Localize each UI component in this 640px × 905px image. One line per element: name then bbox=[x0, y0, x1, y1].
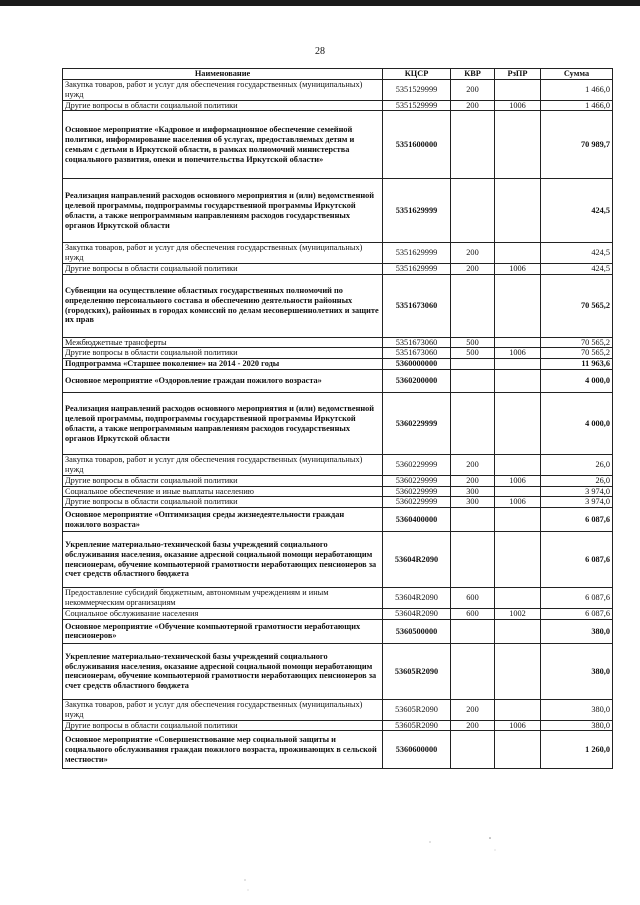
name-cell: Основное мероприятие «Обучение компьютерной грамотности неработающих пенсионеров» bbox=[63, 619, 383, 643]
sum-cell: 3 974,0 bbox=[541, 497, 613, 508]
name-cell: Закупка товаров, работ и услуг для обеспечения государственных (муниципальных) нужд bbox=[63, 243, 383, 264]
kvr-cell bbox=[451, 359, 495, 370]
table-row bbox=[63, 274, 613, 337]
kvr-cell: 200 bbox=[451, 455, 495, 476]
kcsr-cell: 5351529999 bbox=[383, 100, 451, 111]
rzpr-cell bbox=[495, 643, 541, 699]
kvr-cell bbox=[451, 179, 495, 243]
name-cell: Основное мероприятие «Совершенствование мер социальной защиты и социального обслуживания граждан пожилого возраста, проживающих в сельской местности» bbox=[63, 731, 383, 769]
sum-cell: 3 974,0 bbox=[541, 486, 613, 497]
sum-cell: 70 989,7 bbox=[541, 111, 613, 179]
name-cell: Основное мероприятие «Оптимизация среды жизнедеятельности граждан пожилого возраста» bbox=[63, 508, 383, 532]
table-row bbox=[63, 609, 613, 620]
kcsr-cell: 5360200000 bbox=[383, 370, 451, 393]
name-cell: Укрепление материально-технической базы учреждений социального обслуживания населения, оказание адресной социальной помощи неработающим пенсионерам, обучение компьютерной грамотности неработающих пенсионеров за счет средств областного бюджета bbox=[63, 643, 383, 699]
kcsr-cell: 5351673060 bbox=[383, 337, 451, 348]
name-cell: Другие вопросы в области социальной политики bbox=[63, 497, 383, 508]
kcsr-cell: 53605R2090 bbox=[383, 699, 451, 720]
rzpr-cell bbox=[495, 532, 541, 588]
sum-cell: 4 000,0 bbox=[541, 393, 613, 455]
rzpr-cell: 1006 bbox=[495, 263, 541, 274]
kcsr-cell: 53604R2090 bbox=[383, 609, 451, 620]
rzpr-cell: 1006 bbox=[495, 497, 541, 508]
table-row bbox=[63, 337, 613, 348]
name-cell: Межбюджетные трансферты bbox=[63, 337, 383, 348]
rzpr-cell bbox=[495, 243, 541, 264]
table-header-row bbox=[63, 69, 613, 80]
rzpr-cell bbox=[495, 370, 541, 393]
name-cell: Другие вопросы в области социальной политики bbox=[63, 100, 383, 111]
name-cell: Подпрограмма «Старшее поколение» на 2014 - 2020 годы bbox=[63, 359, 383, 370]
kcsr-cell: 5360229999 bbox=[383, 455, 451, 476]
table-row bbox=[63, 532, 613, 588]
name-cell: Другие вопросы в области социальной политики bbox=[63, 263, 383, 274]
scan-noise-specks bbox=[0, 820, 640, 900]
table-row bbox=[63, 455, 613, 476]
rzpr-cell: 1006 bbox=[495, 100, 541, 111]
rzpr-cell bbox=[495, 731, 541, 769]
name-cell: Реализация направлений расходов основного мероприятия и (или) ведомственной целевой программы, подпрограммы государственной программы Иркутской области, а также непрограммным направлениям расходов государственных органов Иркутской области bbox=[63, 393, 383, 455]
kvr-cell: 200 bbox=[451, 243, 495, 264]
sum-cell: 26,0 bbox=[541, 475, 613, 486]
rzpr-cell bbox=[495, 179, 541, 243]
sum-cell: 11 963,6 bbox=[541, 359, 613, 370]
kvr-cell: 500 bbox=[451, 348, 495, 359]
kvr-cell: 300 bbox=[451, 486, 495, 497]
rzpr-cell bbox=[495, 508, 541, 532]
table-row bbox=[63, 348, 613, 359]
sum-cell: 70 565,2 bbox=[541, 337, 613, 348]
table-row bbox=[63, 475, 613, 486]
table-row bbox=[63, 588, 613, 609]
sum-cell: 70 565,2 bbox=[541, 274, 613, 337]
kvr-cell: 200 bbox=[451, 263, 495, 274]
kvr-cell bbox=[451, 111, 495, 179]
sum-cell: 380,0 bbox=[541, 720, 613, 731]
kcsr-cell: 5351629999 bbox=[383, 263, 451, 274]
kcsr-cell: 5351629999 bbox=[383, 243, 451, 264]
name-cell: Другие вопросы в области социальной политики bbox=[63, 475, 383, 486]
name-cell: Закупка товаров, работ и услуг для обеспечения государственных (муниципальных) нужд bbox=[63, 699, 383, 720]
sum-cell: 6 087,6 bbox=[541, 588, 613, 609]
name-cell: Основное мероприятие «Оздоровление граждан пожилого возраста» bbox=[63, 370, 383, 393]
table-row bbox=[63, 100, 613, 111]
table-row bbox=[63, 731, 613, 769]
kvr-cell: 300 bbox=[451, 497, 495, 508]
rzpr-cell bbox=[495, 486, 541, 497]
name-cell: Основное мероприятие «Кадровое и информационное обеспечение семейной политики, информирование населения об услугах, предоставляемых детям и семьям с детьми в Иркутской области, в рамках полномочий министерства социального развития, опеки и попечительства Иркутской области» bbox=[63, 111, 383, 179]
kcsr-cell: 53604R2090 bbox=[383, 588, 451, 609]
sum-cell: 4 000,0 bbox=[541, 370, 613, 393]
kcsr-cell: 53605R2090 bbox=[383, 643, 451, 699]
kcsr-cell: 53604R2090 bbox=[383, 532, 451, 588]
table-row bbox=[63, 720, 613, 731]
kvr-cell: 600 bbox=[451, 609, 495, 620]
rzpr-cell: 1006 bbox=[495, 720, 541, 731]
sum-cell: 1 260,0 bbox=[541, 731, 613, 769]
budget-table bbox=[62, 68, 613, 769]
kcsr-cell: 5360600000 bbox=[383, 731, 451, 769]
table-row bbox=[63, 370, 613, 393]
kcsr-cell: 5360400000 bbox=[383, 508, 451, 532]
rzpr-cell bbox=[495, 111, 541, 179]
sum-cell: 6 087,6 bbox=[541, 508, 613, 532]
kvr-cell bbox=[451, 508, 495, 532]
name-cell: Другие вопросы в области социальной политики bbox=[63, 720, 383, 731]
name-cell: Социальное обеспечение и иные выплаты населению bbox=[63, 486, 383, 497]
sum-cell: 380,0 bbox=[541, 619, 613, 643]
kvr-cell bbox=[451, 643, 495, 699]
table-row bbox=[63, 619, 613, 643]
sum-cell: 1 466,0 bbox=[541, 80, 613, 101]
kcsr-cell: 5360500000 bbox=[383, 619, 451, 643]
kcsr-cell: 5360000000 bbox=[383, 359, 451, 370]
name-cell: Другие вопросы в области социальной политики bbox=[63, 348, 383, 359]
kvr-cell: 600 bbox=[451, 588, 495, 609]
table-row bbox=[63, 359, 613, 370]
kcsr-cell: 53605R2090 bbox=[383, 720, 451, 731]
kcsr-cell: 5351673060 bbox=[383, 274, 451, 337]
scan-top-border bbox=[0, 0, 640, 6]
table-row bbox=[63, 699, 613, 720]
rzpr-cell bbox=[495, 337, 541, 348]
kvr-cell bbox=[451, 274, 495, 337]
name-cell: Укрепление материально-технической базы учреждений социального обслуживания населения, оказание адресной социальной помощи неработающим пенсионерам, обучение компьютерной грамотности неработающих пенсионеров за счет средств областного бюджета bbox=[63, 532, 383, 588]
rzpr-cell bbox=[495, 619, 541, 643]
kvr-cell bbox=[451, 393, 495, 455]
table-row bbox=[63, 486, 613, 497]
kcsr-cell: 5360229999 bbox=[383, 475, 451, 486]
sum-cell: 380,0 bbox=[541, 699, 613, 720]
rzpr-cell bbox=[495, 80, 541, 101]
sum-cell: 424,5 bbox=[541, 243, 613, 264]
rzpr-cell: 1006 bbox=[495, 348, 541, 359]
header-kcsr: КЦСР bbox=[383, 69, 451, 80]
table-row bbox=[63, 179, 613, 243]
sum-cell: 424,5 bbox=[541, 263, 613, 274]
rzpr-cell bbox=[495, 588, 541, 609]
table-row bbox=[63, 263, 613, 274]
sum-cell: 6 087,6 bbox=[541, 532, 613, 588]
kvr-cell: 200 bbox=[451, 720, 495, 731]
rzpr-cell bbox=[495, 359, 541, 370]
table-row bbox=[63, 393, 613, 455]
kvr-cell: 200 bbox=[451, 699, 495, 720]
rzpr-cell: 1002 bbox=[495, 609, 541, 620]
rzpr-cell bbox=[495, 699, 541, 720]
kvr-cell bbox=[451, 532, 495, 588]
header-name: Наименование bbox=[63, 69, 383, 80]
sum-cell: 1 466,0 bbox=[541, 100, 613, 111]
table-row bbox=[63, 497, 613, 508]
name-cell: Субвенции на осуществление областных государственных полномочий по определению персонального состава и обеспечению деятельности районных (городских), районных в городах комиссий по делам несовершеннолетних и защите их прав bbox=[63, 274, 383, 337]
kvr-cell: 200 bbox=[451, 80, 495, 101]
table-row bbox=[63, 111, 613, 179]
kcsr-cell: 5360229999 bbox=[383, 393, 451, 455]
name-cell: Социальное обслуживание населения bbox=[63, 609, 383, 620]
kvr-cell bbox=[451, 619, 495, 643]
header-kvr: КВР bbox=[451, 69, 495, 80]
kcsr-cell: 5351600000 bbox=[383, 111, 451, 179]
rzpr-cell bbox=[495, 274, 541, 337]
kcsr-cell: 5351673060 bbox=[383, 348, 451, 359]
page-number: 28 bbox=[315, 46, 325, 57]
sum-cell: 380,0 bbox=[541, 643, 613, 699]
sum-cell: 6 087,6 bbox=[541, 609, 613, 620]
sum-cell: 26,0 bbox=[541, 455, 613, 476]
kvr-cell: 200 bbox=[451, 100, 495, 111]
rzpr-cell bbox=[495, 455, 541, 476]
table-row bbox=[63, 80, 613, 101]
kvr-cell: 500 bbox=[451, 337, 495, 348]
name-cell: Предоставление субсидий бюджетным, автономным учреждениям и иным некоммерческим организациям bbox=[63, 588, 383, 609]
table-row bbox=[63, 643, 613, 699]
name-cell: Реализация направлений расходов основного мероприятия и (или) ведомственной целевой программы, подпрограммы государственной программы Иркутской области, а также непрограммным направлениям расходов государственных органов Иркутской области bbox=[63, 179, 383, 243]
name-cell: Закупка товаров, работ и услуг для обеспечения государственных (муниципальных) нужд bbox=[63, 455, 383, 476]
kcsr-cell: 5351629999 bbox=[383, 179, 451, 243]
sum-cell: 70 565,2 bbox=[541, 348, 613, 359]
rzpr-cell: 1006 bbox=[495, 475, 541, 486]
table-row bbox=[63, 243, 613, 264]
rzpr-cell bbox=[495, 393, 541, 455]
name-cell: Закупка товаров, работ и услуг для обеспечения государственных (муниципальных) нужд bbox=[63, 80, 383, 101]
sum-cell: 424,5 bbox=[541, 179, 613, 243]
kcsr-cell: 5360229999 bbox=[383, 486, 451, 497]
header-sum: Сумма bbox=[541, 69, 613, 80]
kvr-cell: 200 bbox=[451, 475, 495, 486]
table-row bbox=[63, 508, 613, 532]
kcsr-cell: 5351529999 bbox=[383, 80, 451, 101]
kcsr-cell: 5360229999 bbox=[383, 497, 451, 508]
header-rzpr: РзПР bbox=[495, 69, 541, 80]
kvr-cell bbox=[451, 370, 495, 393]
kvr-cell bbox=[451, 731, 495, 769]
